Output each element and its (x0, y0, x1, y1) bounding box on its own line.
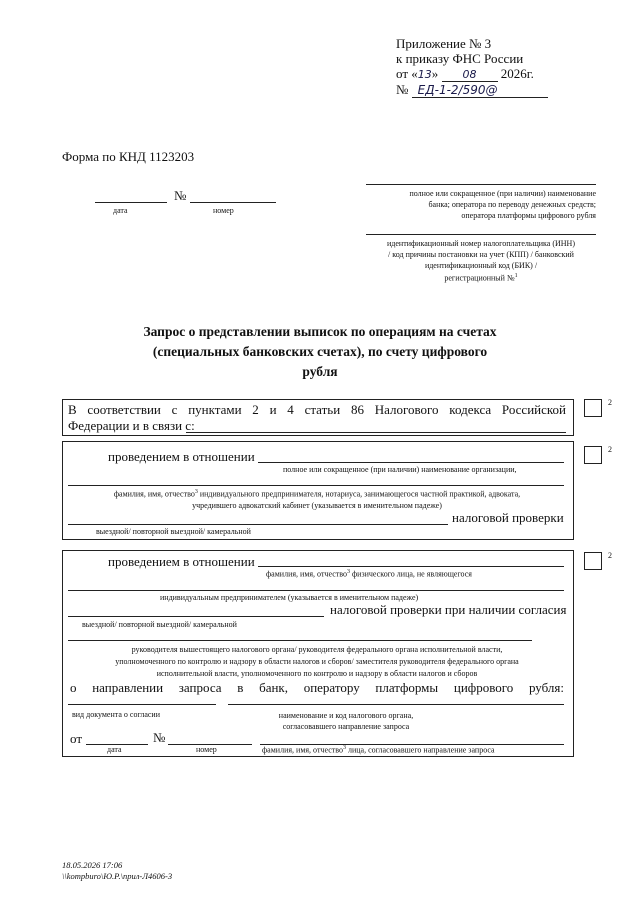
header-number-sign: № (174, 188, 187, 203)
ind-check-caption-1 (266, 569, 472, 579)
annex-number-value: ЕД-1-2/590@ (412, 83, 548, 98)
inn-caption-line-4 (362, 271, 600, 284)
ind-check-line-2 (68, 590, 564, 591)
ind-check-doc-type: вид документа о согласии (72, 710, 160, 719)
inn-line (366, 234, 596, 235)
header-date-label: дата (113, 206, 128, 215)
legal-basis-line-1: В соответствии с пунктами 2 и 4 статьи 86 Налогового кодекса Российской (68, 402, 566, 417)
annex-date-suffix: г. (526, 66, 534, 81)
checkbox-organization-check[interactable] (584, 446, 602, 464)
ind-check-caption-1-sup: 3 (347, 569, 350, 575)
ind-check-agreeing-line (228, 704, 564, 705)
org-check-caption-2b: индивидуального предпринимателя, нотариуса, занимающегося частной практикой, адвоката, (197, 489, 521, 499)
ind-check-agreeing-line-2: согласовавшего направление запроса (282, 722, 410, 731)
org-check-line-1 (258, 462, 564, 463)
ind-check-fio-sup: 3 (343, 745, 346, 751)
inn-caption-line-4-text: регистрационный № (444, 273, 515, 283)
org-check-caption-3: учредившего адвокатский кабинет (указывается в именительном падеже) (192, 501, 442, 510)
org-caption-line-1: полное или сокращенное (при наличии) наименование (409, 189, 596, 198)
ind-check-caption-3: выездной/ повторной выездной/ камеральной (82, 620, 237, 629)
ind-check-fio-b: лица, согласовавшего направление запроса (346, 745, 495, 755)
checkbox-legal-basis[interactable] (584, 399, 602, 417)
annex-number-prefix: № (396, 82, 409, 97)
annex-date-month: 08 (442, 68, 498, 82)
org-check-lead: проведением в отношении (108, 449, 255, 464)
title-line-1: Запрос о представлении выписок по операциям на счетах (143, 324, 497, 339)
ind-check-caption-2: индивидуальным предпринимателем (указывается в именительном падеже) (160, 593, 419, 602)
org-check-caption-1: полное или сокращенное (при наличии) наименование организации, (283, 465, 517, 474)
legal-basis-footnote: 2 (608, 398, 612, 407)
ind-check-doc-type-line (68, 704, 216, 705)
org-check-caption-4: выездной/ повторной выездной/ камеральной (96, 527, 251, 536)
annex-date-year: 2026 (500, 66, 527, 81)
footer-timestamp: 18.05.2026 17:06 (62, 860, 123, 870)
ind-check-number-sign: № (153, 730, 166, 745)
ind-check-fio-a: фамилия, имя, отчество (262, 745, 343, 755)
annex-date (396, 66, 534, 82)
header-date-line (95, 202, 167, 203)
ind-check-tax-check: налоговой проверки при наличии согласия (330, 602, 567, 617)
inn-caption-line-3: идентификационный код (БИК) / (424, 261, 538, 270)
legal-basis-line-2: Федерации и в связи с: (68, 418, 195, 433)
inn-caption (362, 238, 600, 284)
org-caption (366, 188, 596, 221)
ind-check-caption-4-line-1: руководителя вышестоящего налогового органа/ руководителя федерального органа исполнительной власти, (131, 645, 503, 654)
ind-check-caption-4 (62, 644, 572, 680)
org-caption-line-3: оператора платформы цифрового рубля (461, 211, 596, 220)
org-check-line-3 (68, 524, 448, 525)
legal-basis-fill-line (186, 432, 566, 433)
ind-check-caption-1b: физического лица, не являющегося (350, 569, 472, 579)
title-line-3: рубля (302, 364, 338, 379)
annex-date-day: 13 (417, 68, 432, 81)
ind-check-lead: проведением в отношении (108, 554, 255, 569)
ind-check-line-1 (258, 566, 564, 567)
annex-date-mid: » (431, 66, 439, 81)
org-name-line (366, 184, 596, 185)
org-check-tax-check: налоговой проверки (452, 510, 564, 525)
org-check-caption-2a: фамилия, имя, отчество (113, 489, 195, 499)
org-check-caption-2 (62, 489, 572, 499)
annex-line-2: к приказу ФНС России (396, 51, 524, 66)
title-line-2: (специальных банковских счетах), по счету цифрового (152, 344, 488, 359)
ind-check-number-label: номер (196, 745, 217, 754)
ind-check-caption-4-line-3: исполнительной власти, уполномоченного по контролю и надзору в области налогов и сборов (156, 669, 478, 678)
form-code: Форма по КНД 1123203 (62, 149, 195, 164)
annex-date-prefix: от « (396, 66, 418, 81)
annex-line-1: Приложение № 3 (396, 36, 492, 51)
org-check-footnote: 2 (608, 445, 612, 454)
ind-check-line-3 (68, 616, 324, 617)
ind-check-agreeing (248, 710, 444, 732)
ind-check-direction: о направлении запроса в банк, оператору платформы цифрового рубля: (70, 680, 564, 695)
ind-check-caption-4-line-2: уполномоченного по контролю и надзору в области налогов и сборов/ заместителя руководителя федерального органа (115, 657, 519, 666)
ind-check-line-4 (68, 640, 532, 641)
header-number-label: номер (213, 206, 234, 215)
ind-check-fio (262, 745, 495, 755)
inn-footnote: 1 (514, 273, 518, 279)
annex-number (396, 82, 548, 98)
ind-check-from: от (70, 731, 83, 746)
ind-check-date-label: дата (107, 745, 122, 754)
ind-check-agreeing-line-1: наименование и код налогового органа, (278, 711, 414, 720)
header-number-line (190, 202, 276, 203)
ind-check-footnote: 2 (608, 551, 612, 560)
footer-path: \\kompburo\Ю.Р.\прил-Л4606-3 (62, 871, 173, 881)
org-caption-line-2: банка; оператора по переводу денежных средств; (428, 200, 596, 209)
org-check-caption-2-sup: 3 (194, 489, 198, 495)
inn-caption-line-1: идентификационный номер налогоплательщика (ИНН) (387, 239, 575, 248)
checkbox-individual-check[interactable] (584, 552, 602, 570)
ind-check-caption-1a: фамилия, имя, отчество (266, 569, 347, 579)
document-title (0, 322, 640, 382)
org-check-line-2 (68, 485, 564, 486)
inn-caption-line-2: / код причины постановки на учет (КПП) / банковский (388, 250, 574, 259)
